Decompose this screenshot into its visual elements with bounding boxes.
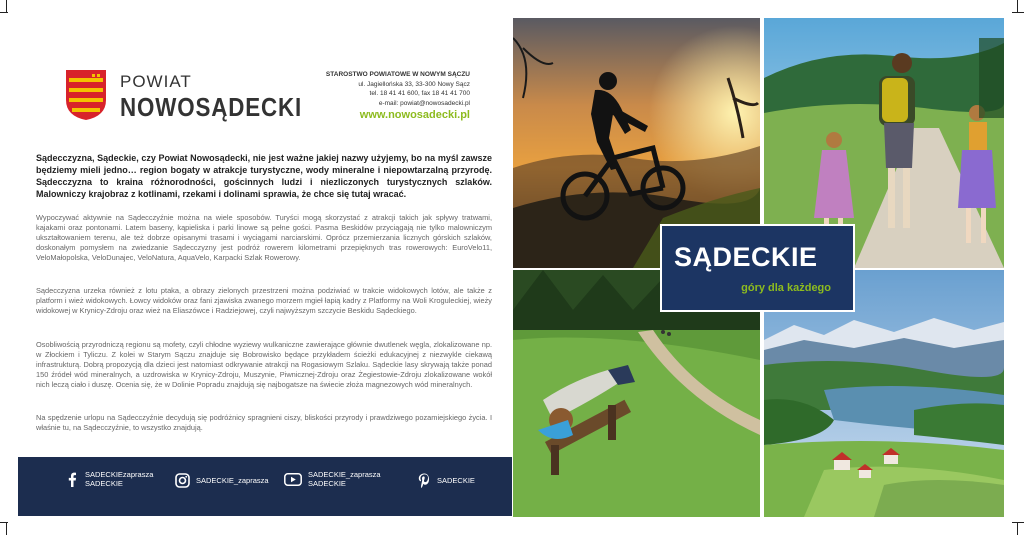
powiat-label: POWIAT	[120, 72, 192, 91]
badge-title: SĄDECKIE	[674, 242, 818, 272]
facebook-icon	[64, 472, 79, 487]
pinterest-handle: SADECKIE	[437, 476, 475, 485]
social-footer	[18, 457, 512, 516]
youtube-link[interactable]	[284, 470, 381, 488]
body-paragraph: Sądecczyzna urzeka również z lotu ptaka, a obrazy zielonych przestrzeni można podziwiać w trakcie widokowych lotów, ale także z platform i wież widokowych. Łowcy widoków oraz fani zjawiska zwanego morzem mgieł łapią kadry z Platformy na Woli Kroguleckiej, wieży widokowej w Krynicy-Zdroju oraz wież na Eliaszówce i Radziejowej, czyli najwyższym szczycie Beskidu Sądeckiego.	[36, 286, 492, 316]
facebook-name: SADECKIE	[85, 479, 123, 488]
badge-subtitle: góry dla każdego	[741, 282, 831, 294]
crop-mark	[1012, 522, 1024, 523]
powiat-name: NOWOSĄDECKI	[120, 92, 303, 122]
body-paragraph: Na spędzenie urlopu na Sądecczyźnie decydują się podróżnicy spragnieni ciszy, bliskości przyrody i prawdziwego pozamiejskiego życia. I właśnie tu, na Sądecczyźnie, to wszystko znajdują.	[36, 413, 492, 433]
contact-title: STAROSTWO POWIATOWE W NOWYM SĄCZU	[325, 71, 470, 78]
body-paragraph: Wypoczywać aktywnie na Sądecczyźnie można na wiele sposobów. Turyści mogą skorzystać z atrakcji takich jak spływy tratwami, kajakami oraz pontonami. Latem baseny, kąpieliska i parki linowe są pełne gości. Pasma Beskidów przyciągają nie tylko malowniczym ukształtowaniem terenu, ale też dobrze opisanymi trasami i wyciągami narciarskimi. Oprócz przemierzania licznych górskich szlaków, doskonałym pomysłem na zwiedzanie Sądecczyzny jest podróż rowerem kilometrami przepięknych tras rowerowych: EuroVelo11, VeloMałopolska, VeloDunajec, VeloNatura, AquaVelo, Karpacki Szlak Rowerowy.	[36, 213, 492, 263]
sadeckie-badge	[660, 224, 855, 312]
contact-address: ul. Jagiellońska 33, 33-300 Nowy Sącz	[358, 80, 470, 88]
contact-phone: tel. 18 41 41 600, fax 18 41 41 700	[369, 90, 470, 97]
coat-of-arms-icon	[66, 70, 106, 120]
instagram-handle: SADECKIE_zapraszа	[196, 476, 269, 485]
crop-mark	[1012, 12, 1024, 13]
crop-mark	[1017, 523, 1018, 535]
body-paragraph: Osobliwością przyrodniczą regionu są mofety, czyli chłodne wyziewy wulkaniczne zawierające głównie dwutlenek węgla, zlokalizowane np. w Złockiem i Tyliczu. Z kolei w Starym Sączu znajduje się Bobrowisko będące przykładem ścieżki edukacyjnej z niezwykle ciekawą infrastrukturą. Dobrą propozycją dla dzieci jest natomiast odkrywanie atrakcji na Rogasiowym Szlaku. Sądeckie lasy skrywają także ponad 150 źródeł wód mineralnych, a uzdrowiska w Krynicy-Zdroju, Muszynie, Piwnicznej-Zdroju oraz Żegiestowie-Zdroju zlokalizowane wokół nich leczą ciało i duszę. Ocenia się, że w Dolinie Popradu znajdują się najbogatsze na świecie złoża magnezowych wód mineralnych.	[36, 340, 492, 390]
crop-mark	[0, 522, 8, 523]
youtube-handle: SADECKIE_zaprasza	[308, 470, 381, 479]
pinterest-link[interactable]	[416, 473, 475, 488]
facebook-handle: SADECKIEzaprasza	[85, 470, 154, 479]
crop-mark	[0, 12, 8, 13]
contact-email: e-mail: powiat@nowosadecki.pl	[378, 99, 470, 107]
facebook-link[interactable]	[64, 470, 153, 488]
instagram-icon	[175, 473, 190, 488]
youtube-icon	[284, 472, 302, 487]
instagram-link[interactable]	[175, 473, 269, 488]
crop-mark	[6, 0, 7, 12]
crop-mark	[1017, 0, 1018, 12]
intro-paragraph: Sądecczyzna, Sądeckie, czy Powiat Nowosądecki, nie jest ważne jakiej nazwy użyjemy, bo na myśl zawsze będziemy mieli jedno… region bogaty w atrakcje turystyczne, wody mineralne i niepowtarzalną przyrodę. Sądecczyzna to kraina różnorodności, gościnnych ludzi i niezliczonych turystycznych szlaków. Malowniczy krajobraz z kotlinami, rzekami i dolinami sprawia, że chce się tutaj wracać.	[36, 153, 492, 199]
youtube-name: SADECKIE	[308, 479, 346, 488]
website-link[interactable]: www.nowosadecki.pl	[359, 109, 470, 121]
contact-block	[270, 70, 470, 123]
crop-mark	[6, 523, 7, 535]
left-page	[18, 18, 512, 516]
pinterest-icon	[416, 473, 431, 488]
